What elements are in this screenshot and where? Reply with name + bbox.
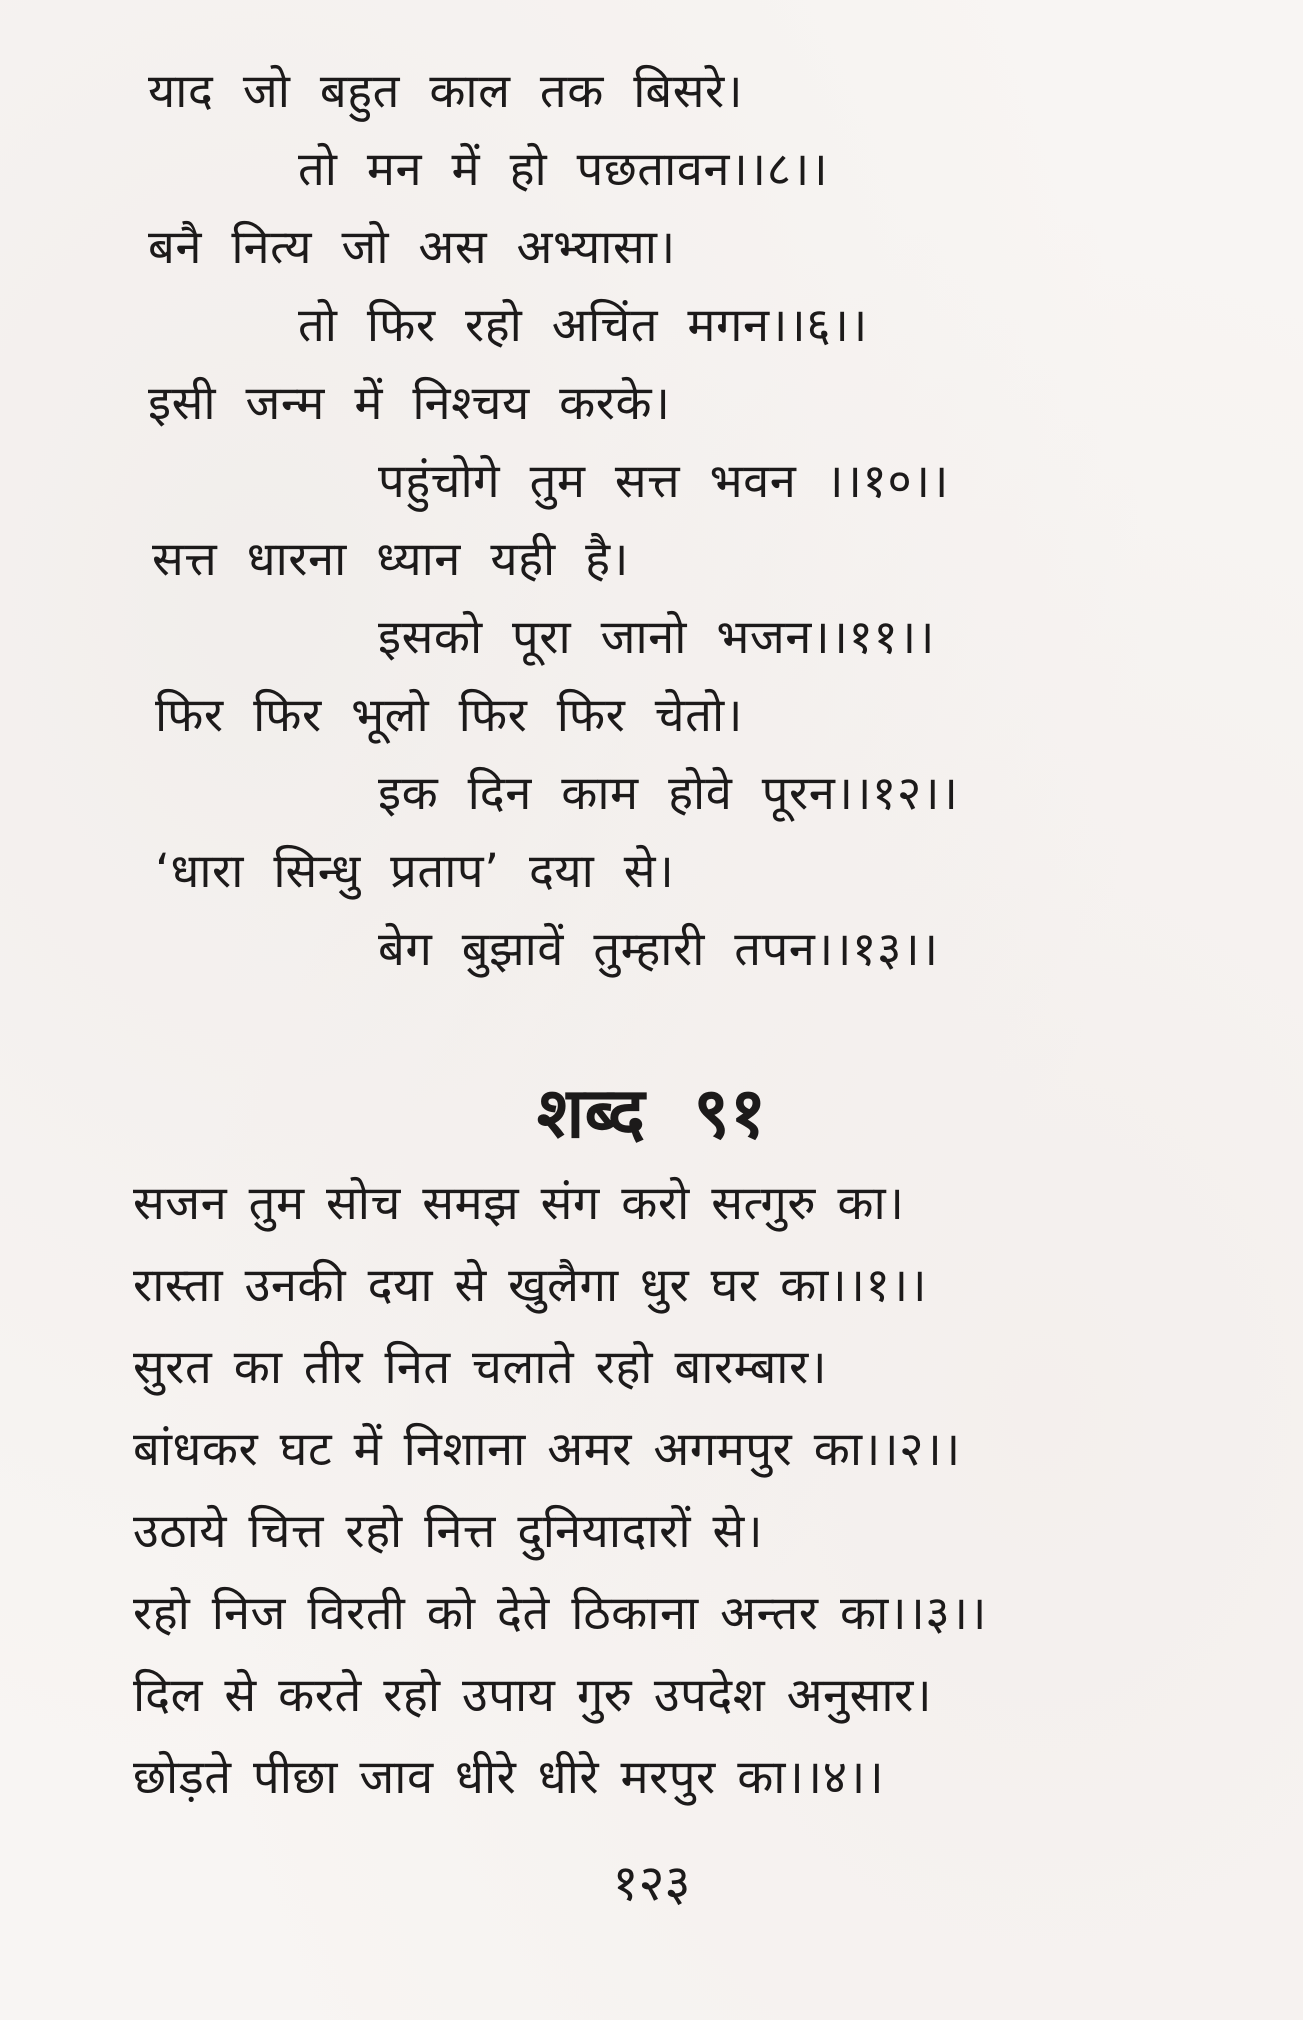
verse-line: फिर फिर भूलो फिर फिर चेतो। (155, 688, 743, 743)
verse-line: इसको पूरा जानो भजन।।११।। (378, 610, 935, 665)
verse-line: ‘धारा सिन्धु प्रताप’ दया से। (155, 844, 675, 899)
verse-line: बांधकर घट में निशाना अमर अगमपुर का।।२।। (133, 1422, 961, 1477)
verse-line: दिल से करते रहो उपाय गुरु उपदेश अनुसार। (133, 1668, 933, 1723)
verse-line: पहुंचोगे तुम सत्त भवन ।।१०।। (378, 454, 949, 509)
verse-line: सत्त धारना ध्यान यही है। (152, 532, 629, 587)
verse-line: तो मन में हो पछतावन।।८।। (298, 142, 829, 197)
verse-line: बनै नित्य जो अस अभ्यासा। (148, 220, 676, 275)
verse-line: रहो निज विरती को देते ठिकाना अन्तर का।।३।। (133, 1586, 987, 1641)
verse-line: सजन तुम सोच समझ संग करो सत्गुरु का। (133, 1176, 905, 1231)
verse-line: याद जो बहुत काल तक बिसरे। (148, 64, 744, 119)
page-number: १२३ (612, 1854, 691, 1912)
verse-line: रास्ता उनकी दया से खुलैगा धुर घर का।।१।। (133, 1258, 928, 1313)
verse-line: तो फिर रहो अचिंत मगन।।६।। (298, 298, 868, 353)
verse-line: बेग बुझावें तुम्हारी तपन।।१३।। (378, 922, 939, 977)
verse-line: इक दिन काम होवे पूरन।।१२।। (378, 766, 959, 821)
verse-line: सुरत का तीर नित चलाते रहो बारम्बार। (133, 1340, 828, 1395)
verse-line: इसी जन्म में निश्चय करके। (148, 376, 671, 431)
section-heading: शब्द ९१ (536, 1072, 767, 1154)
verse-line: छोड़ते पीछा जाव धीरे धीरे मरपुर का।।४।। (133, 1750, 885, 1805)
verse-line: उठाये चित्त रहो नित्त दुनियादारों से। (133, 1504, 764, 1559)
